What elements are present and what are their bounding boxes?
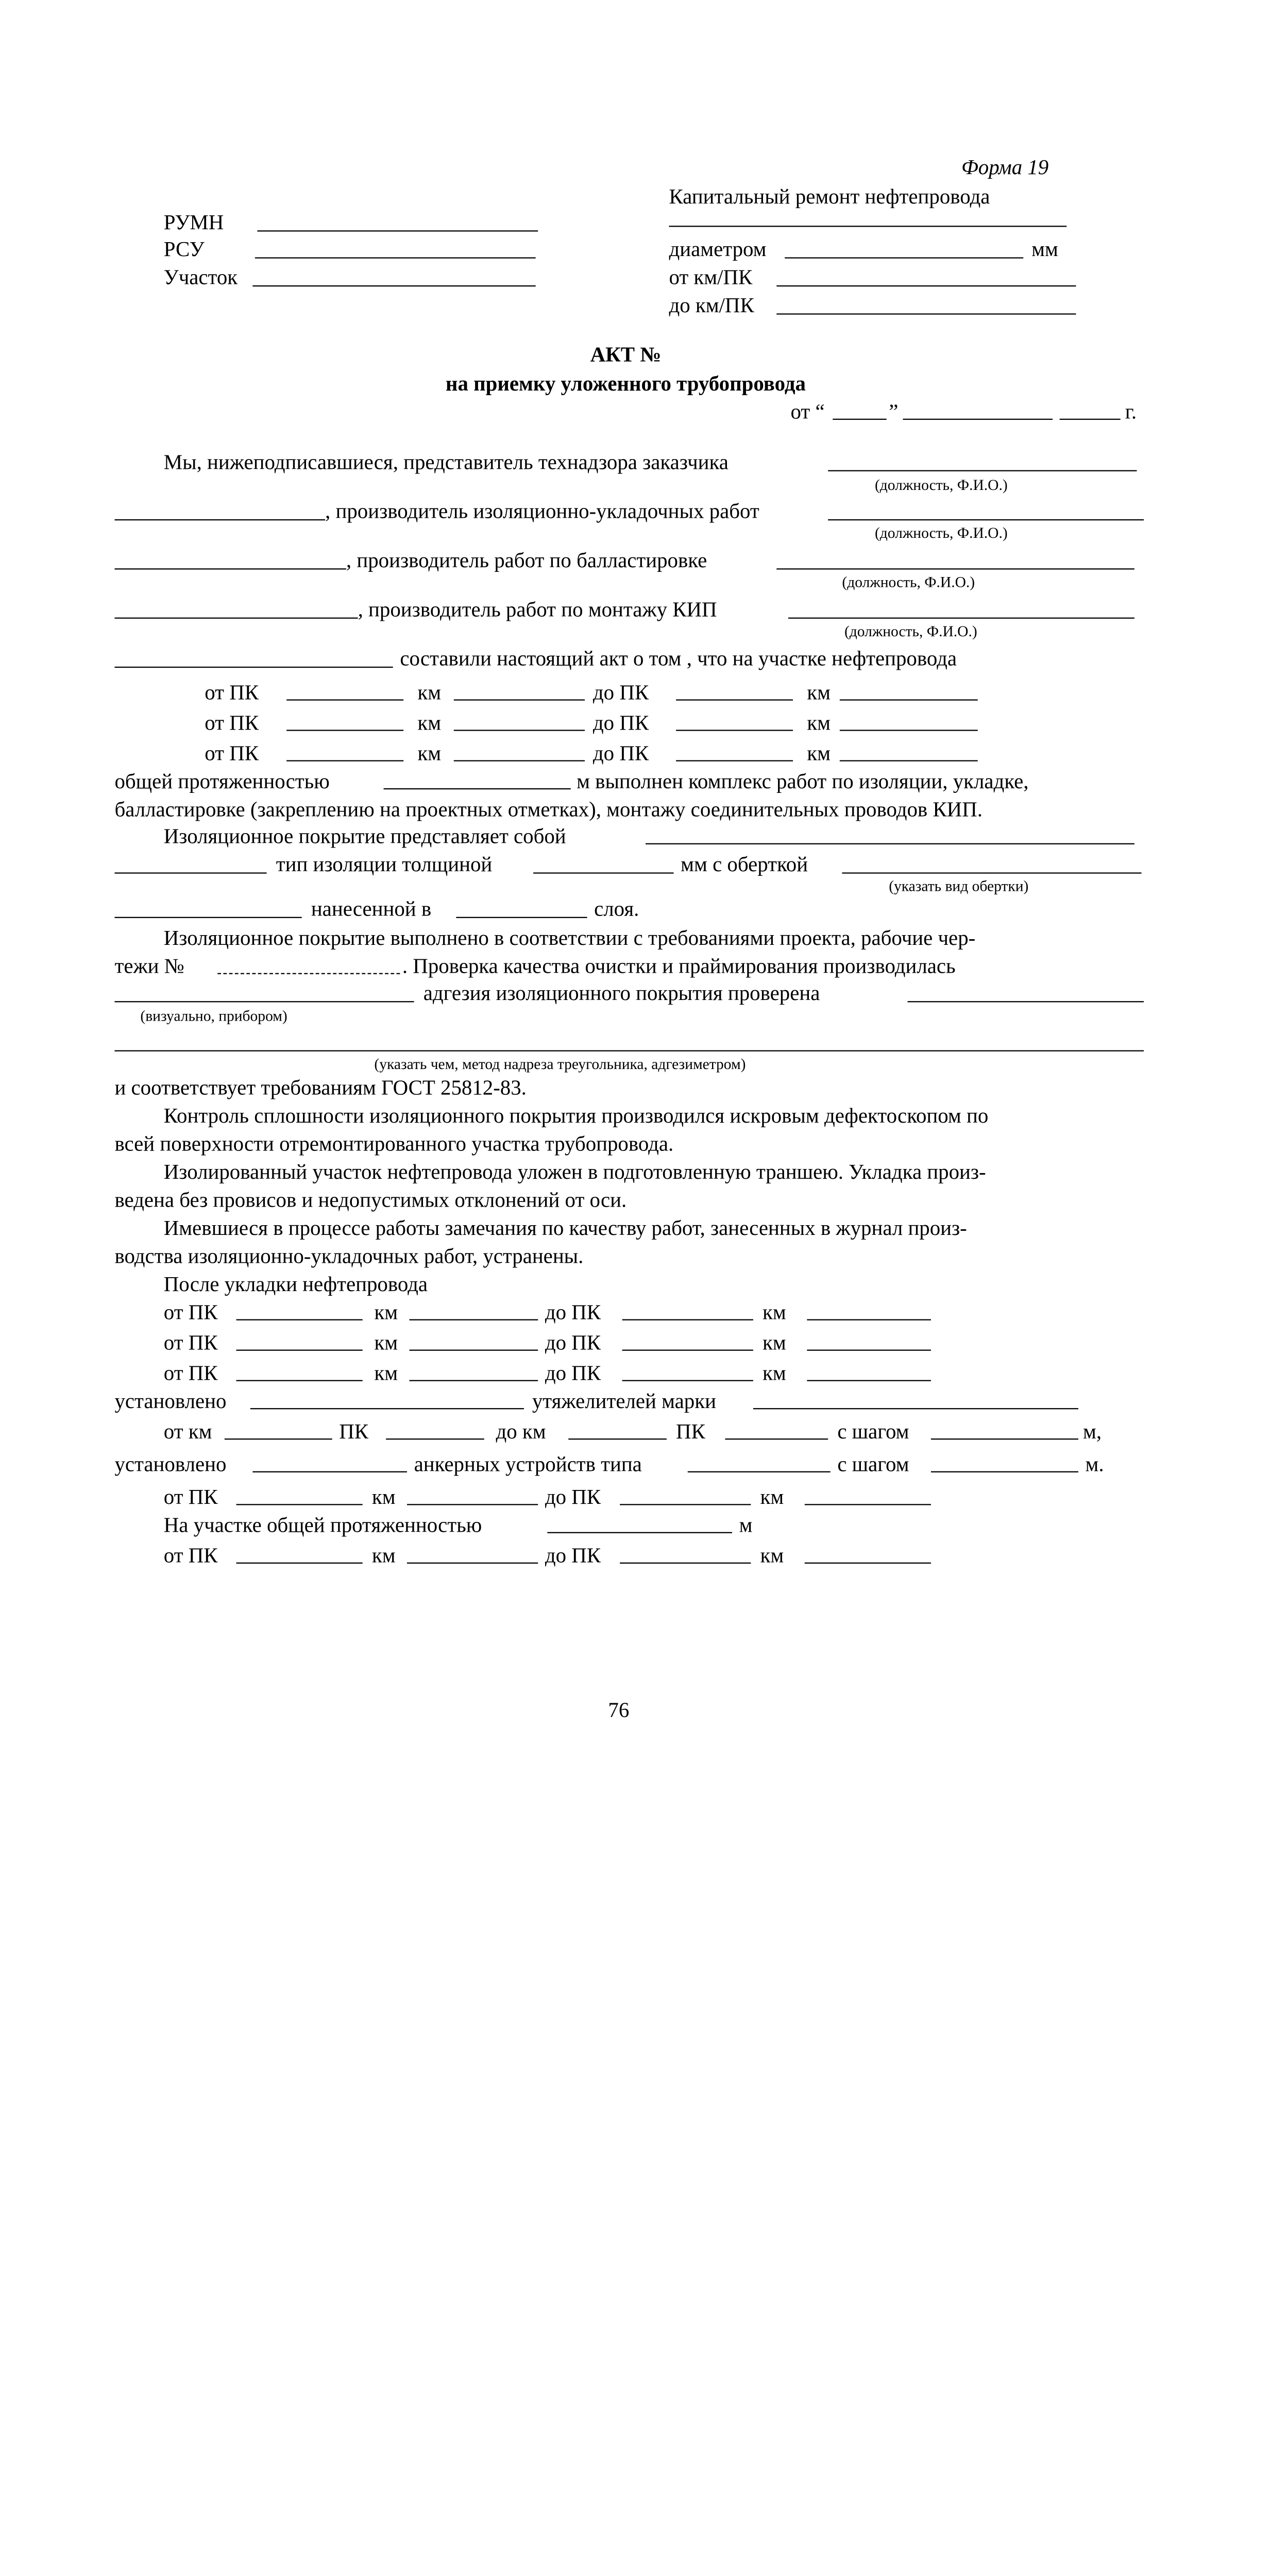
diameter-field[interactable] <box>785 257 1023 258</box>
rsu-label: РСУ <box>163 237 205 261</box>
do-pk-field[interactable] <box>676 699 793 700</box>
ot-pk-label: от ПК <box>163 1485 218 1509</box>
do-pk-label: до ПК <box>545 1361 601 1385</box>
pipeline-name-field[interactable] <box>669 226 1066 227</box>
km-field[interactable] <box>454 760 585 761</box>
km-label: км <box>763 1331 786 1354</box>
do-pk-field[interactable] <box>622 1350 753 1351</box>
ot-pk-field[interactable] <box>236 1350 363 1351</box>
do-pk-label: до ПК <box>545 1544 601 1567</box>
layers-label: слоя. <box>594 897 639 921</box>
date-year-field[interactable] <box>1060 419 1121 420</box>
do-pk-field[interactable] <box>620 1563 751 1564</box>
km-field[interactable] <box>454 730 585 731</box>
position-name-hint: (должность, Ф.И.О.) <box>874 476 1008 494</box>
section-total-field[interactable] <box>547 1532 732 1533</box>
p4-line-1: Изолированный участок нефтепровода уложен в подготовленную траншею. Укладка произ- <box>163 1160 986 1184</box>
step-field[interactable] <box>931 1438 1078 1439</box>
total-length-label: общей протяженностью <box>114 769 330 793</box>
insulation-rep-name-field[interactable] <box>114 519 325 520</box>
km-label: км <box>374 1331 398 1354</box>
section-total-label: На участке общей протяженностью <box>163 1513 482 1537</box>
check-method-field[interactable] <box>114 1001 414 1002</box>
km-field[interactable] <box>840 730 978 731</box>
step-label: с шагом <box>837 1452 909 1476</box>
km-field[interactable] <box>807 1380 931 1381</box>
layers-field[interactable] <box>456 917 587 918</box>
page-number: 76 <box>608 1698 630 1722</box>
km-field[interactable] <box>807 1350 931 1351</box>
wrap-type-hint: (указать вид обертки) <box>889 877 1029 895</box>
do-pk-label: до ПК <box>545 1300 601 1324</box>
do-pk-label: до ПК <box>592 711 649 735</box>
coating-field[interactable] <box>646 843 1134 844</box>
km-label: км <box>763 1300 786 1324</box>
km-field[interactable] <box>454 699 585 700</box>
rsu-field[interactable] <box>255 257 536 258</box>
weights-count-field[interactable] <box>250 1408 524 1409</box>
ot-pk-field[interactable] <box>236 1563 363 1564</box>
km-field[interactable] <box>407 1504 538 1505</box>
km-label: км <box>807 711 831 735</box>
ot-pk-label: от ПК <box>163 1361 218 1385</box>
pk-label: ПК <box>676 1419 705 1444</box>
p4-line-2: ведена без провисов и недопустимых отклонений от оси. <box>114 1188 627 1212</box>
km-label: км <box>371 1485 396 1509</box>
km-field[interactable] <box>805 1504 931 1505</box>
form-label: Форма 19 <box>961 155 1049 179</box>
do-pk-field[interactable] <box>622 1319 753 1320</box>
km-label: км <box>374 1300 398 1324</box>
from-km-pk-label: от км/ПК <box>669 265 753 289</box>
ballast-rep-name-field[interactable] <box>114 568 346 569</box>
p2-line-2a: тежи № <box>114 954 184 978</box>
position-name-hint: (должность, Ф.И.О.) <box>844 622 977 640</box>
do-pk-field[interactable] <box>676 730 793 731</box>
to-km-pk-label: до км/ПК <box>669 293 754 317</box>
participants-line-5: составили настоящий акт о том , что на участке нефтепровода <box>400 647 957 670</box>
participants-line-3: , производитель работ по балластировке <box>346 548 707 572</box>
do-pk-label: до ПК <box>592 681 649 704</box>
insulation-type-field[interactable] <box>114 872 266 873</box>
do-pk-field[interactable] <box>620 1504 751 1505</box>
total-length-field[interactable] <box>384 788 571 789</box>
p3-line-2: всей поверхности отремонтированного участка трубопровода. <box>114 1132 674 1156</box>
ot-pk-label: от ПК <box>205 741 259 765</box>
ballast-line: балластировке (закреплению на проектных отметках), монтажу соединительных проводов КИП. <box>114 798 983 821</box>
thickness-field[interactable] <box>533 872 673 873</box>
do-pk-label: до ПК <box>592 741 649 765</box>
from-km-pk-field[interactable] <box>776 285 1076 286</box>
adhesion-field[interactable] <box>908 1001 1144 1002</box>
km-label: км <box>760 1544 784 1567</box>
p3-line-1: Контроль сплошности изоляционного покрытия производился искровым дефектоскопом по <box>163 1104 989 1128</box>
ot-pk-label: от ПК <box>205 711 259 735</box>
km-label: км <box>760 1485 784 1509</box>
p5-line-2: водства изоляционно-укладочных работ, устранены. <box>114 1244 584 1268</box>
weights-label: утяжелителей марки <box>532 1389 716 1413</box>
p2-line-1: Изоляционное покрытие выполнено в соответствии с требованиями проекта, рабочие чер- <box>163 926 976 950</box>
applied-field[interactable] <box>114 917 301 918</box>
mm-label: мм <box>1031 237 1058 261</box>
anchors-label: анкерных устройств типа <box>414 1452 642 1476</box>
customer-rep-field[interactable] <box>828 470 1137 471</box>
do-pk-field[interactable] <box>676 760 793 761</box>
km-label: км <box>374 1361 398 1385</box>
participants-line-1: Мы, нижеподписавшиеся, представитель технадзора заказчика <box>163 450 729 474</box>
p2-line-2b: . Проверка качества очистки и праймирования производилась <box>402 954 956 978</box>
kip-rep-name-field[interactable] <box>114 618 358 619</box>
rumn-label: РУМН <box>163 210 224 234</box>
date-month-field[interactable] <box>903 419 1053 420</box>
date-quote: ” <box>889 400 899 423</box>
insulation-rep-field[interactable] <box>828 519 1144 520</box>
km-label: км <box>417 741 442 765</box>
step-label: с шагом <box>837 1419 909 1444</box>
m-label: м <box>739 1513 753 1537</box>
km-field[interactable] <box>410 1350 538 1351</box>
to-km-pk-field[interactable] <box>776 313 1076 314</box>
km-label: км <box>807 741 831 765</box>
weights-brand-field[interactable] <box>753 1408 1078 1409</box>
anchors-count-field[interactable] <box>252 1471 407 1472</box>
uchastok-label: Участок <box>163 265 238 289</box>
do-pk-label: до ПК <box>545 1331 601 1354</box>
ot-pk-label: от ПК <box>163 1331 218 1354</box>
method-hint: (указать чем, метод надреза треугольника, адгезиметром) <box>374 1055 746 1073</box>
m-dot-label: м. <box>1085 1452 1104 1476</box>
year-label: г. <box>1125 400 1137 423</box>
uchastok-field[interactable] <box>252 285 535 286</box>
participants-line-2: , производитель изоляционно-укладочных работ <box>325 499 759 523</box>
ot-km-label: от км <box>163 1419 212 1444</box>
position-name-hint: (должность, Ф.И.О.) <box>874 523 1008 542</box>
ot-pk-field[interactable] <box>286 760 403 761</box>
repair-title: Капитальный ремонт нефтепровода <box>669 184 990 209</box>
date-day-field[interactable] <box>833 419 886 420</box>
compiler-field[interactable] <box>114 667 393 668</box>
km-field[interactable] <box>407 1563 538 1564</box>
do-km-label: до км <box>496 1419 546 1444</box>
km-field[interactable] <box>840 699 978 700</box>
pk-field[interactable] <box>725 1438 828 1439</box>
adhesion-method-field[interactable] <box>114 1050 1144 1051</box>
km-field[interactable] <box>410 1319 538 1320</box>
act-subtitle: на приемку уложенного трубопровода <box>445 371 806 396</box>
ot-pk-field[interactable] <box>236 1319 363 1320</box>
gost-line: и соответствует требованиям ГОСТ 25812-83. <box>114 1076 527 1099</box>
anchor-type-field[interactable] <box>688 1471 831 1472</box>
pk-field[interactable] <box>386 1438 484 1439</box>
km-field[interactable] <box>840 760 978 761</box>
ot-pk-field[interactable] <box>286 699 403 700</box>
do-km-field[interactable] <box>568 1438 667 1439</box>
km-label: км <box>417 681 442 704</box>
date-from-label: от “ <box>790 400 825 423</box>
coating-label: Изоляционное покрытие представляет собой <box>163 824 566 848</box>
step-field[interactable] <box>931 1471 1078 1472</box>
total-length-tail: м выполнен комплекс работ по изоляции, укладке, <box>577 769 1029 793</box>
wrap-field[interactable] <box>842 872 1141 873</box>
ot-pk-field[interactable] <box>286 730 403 731</box>
ot-km-field[interactable] <box>225 1438 332 1439</box>
km-label: км <box>807 681 831 704</box>
km-field[interactable] <box>805 1563 931 1564</box>
after-laying-label: После укладки нефтепровода <box>163 1272 428 1296</box>
m-comma-label: м, <box>1083 1419 1102 1444</box>
km-label: км <box>417 711 442 735</box>
adhesion-label: адгезия изоляционного покрытия проверена <box>423 981 820 1005</box>
p5-line-1: Имевшиеся в процессе работы замечания по качеству работ, занесенных в журнал произ- <box>163 1216 967 1240</box>
ot-pk-label: от ПК <box>205 681 259 704</box>
do-pk-field[interactable] <box>622 1380 753 1381</box>
type-thickness-label: тип изоляции толщиной <box>276 852 493 876</box>
km-field[interactable] <box>410 1380 538 1381</box>
kip-rep-field[interactable] <box>788 618 1134 619</box>
act-title: АКТ № <box>590 343 662 366</box>
km-field[interactable] <box>807 1319 931 1320</box>
drawings-number-field[interactable] <box>217 973 400 974</box>
diameter-label: диаметром <box>669 237 767 261</box>
km-label: км <box>763 1361 786 1385</box>
position-name-hint: (должность, Ф.И.О.) <box>842 573 975 591</box>
ot-pk-label: от ПК <box>163 1300 218 1324</box>
mm-wrap-label: мм с оберткой <box>681 852 808 876</box>
installed-label: установлено <box>114 1452 227 1476</box>
ot-pk-field[interactable] <box>236 1504 363 1505</box>
applied-in-label: нанесенной в <box>311 897 432 921</box>
ot-pk-field[interactable] <box>236 1380 363 1381</box>
installed-label: установлено <box>114 1389 227 1413</box>
pk-label: ПК <box>339 1419 369 1444</box>
rumn-field[interactable] <box>257 230 538 231</box>
ot-pk-label: от ПК <box>163 1544 218 1567</box>
visual-device-hint: (визуально, прибором) <box>140 1007 287 1025</box>
participants-line-4: , производитель работ по монтажу КИП <box>358 597 717 621</box>
km-label: км <box>371 1544 396 1567</box>
ballast-rep-field[interactable] <box>776 568 1134 569</box>
do-pk-label: до ПК <box>545 1485 601 1509</box>
